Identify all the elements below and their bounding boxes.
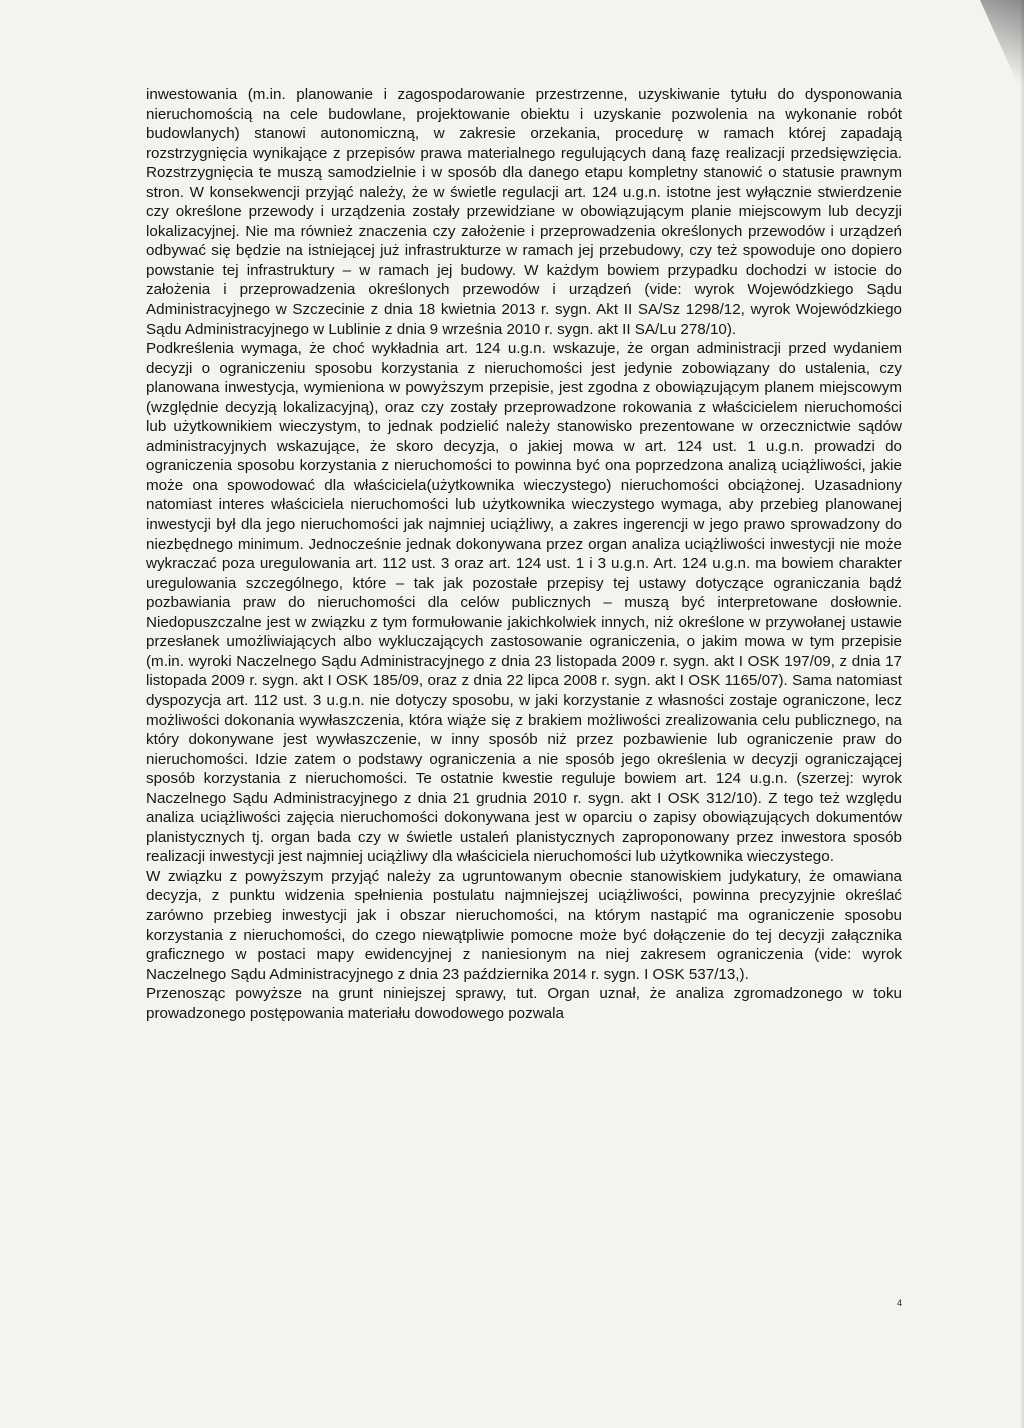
paragraph-2: Podkreślenia wymaga, że choć wykładnia art. 124 u.g.n. wskazuje, że organ administracji przed wydaniem decyzji o ograniczeniu sposobu korzystania z nieruchomości jest jedynie zobowiązany do ustalenia, czy planowana inwestycja, wymieniona w powyższym przepisie, jest zgodna z obowiązującym planem miejscowym (względnie decyzją lokalizacyjną), oraz czy zostały przeprowadzone rokowania z właścicielem nieruchomości lub użytkownikiem wieczystym, to jednak podzielić należy stanowisko prezentowane w orzecznictwie sądów administracyjnych wskazujące, że skoro decyzja, o jakiej mowa w art. 124 ust. 1 u.g.n. prowadzi do ograniczenia sposobu korzystania z nieruchomości to powinna być ona poprzedzona analizą uciążliwości, jakie może ona spowodować dla właściciela(użytkownika wieczystego) nieruchomości obciążonej. Uzasadniony natomiast interes właściciela nieruchomości lub użytkownika wieczystego wymaga, aby przebieg planowanej inwestycji był dla jego nieruchomości jak najmniej uciążliwy, a zakres ingerencji w jego prawo sprowadzony do niezbędnego minimum. Jednocześnie jednak dokonywana przez organ analiza uciążliwości inwestycji nie może wykraczać poza uregulowania art. 112 ust. 3 oraz art. 124 ust. 1 i 3 u.g.n. Art. 124 u.g.n. ma bowiem charakter uregulowania szczególnego, które – tak jak pozostałe przepisy tej ustawy dotyczące ograniczania bądź pozbawiania praw do nieruchomości dla celów publicznych – muszą być interpretowane dosłownie. Niedopuszczalne jest w związku z tym formułowanie jakichkolwiek innych, niż określone w przywołanej ustawie przesłanek umożliwiających albo wykluczających zastosowanie ograniczenia, o jakim mowa w tym przepisie (m.in. wyroki Naczelnego Sądu Administracyjnego z dnia 23 listopada 2009 r. sygn. akt I OSK 197/09, z dnia 17 listopada 2009 r. sygn. akt I OSK 185/09, oraz z dnia 22 lipca 2008 r. sygn. akt I OSK 1165/07). Sama natomiast dyspozycja art. 112 ust. 3 u.g.n. nie dotyczy sposobu, w jaki korzystanie z własności zostaje ograniczone, lecz możliwości dokonania wywłaszczenia, która wiąże się z brakiem możliwości zrealizowania celu publicznego, na który dokonywane jest wywłaszczenie, w inny sposób niż przez pozbawienie lub ograniczenie praw do nieruchomości. Idzie zatem o podstawy ograniczenia a nie sposób jego określenia w decyzji ograniczającej sposób korzystania z nieruchomości. Te ostatnie kwestie reguluje bowiem art. 124 u.g.n. (szerzej: wyrok Naczelnego Sądu Administracyjnego z dnia 21 grudnia 2010 r. sygn. akt I OSK 312/10). Z tego też względu analiza uciążliwości zajęcia nieruchomości dokonywana jest w oparciu o zapisy obowiązujących dokumentów planistycznych tj. organ bada czy w świetle ustaleń planistycznych zaproponowany przez inwestora sposób realizacji inwestycji jest najmniej uciążliwy dla właściciela nieruchomości lub użytkownika wieczystego. — [146, 340, 902, 866]
paragraph-4: Przenosząc powyższe na grunt niniejszej sprawy, tut. Organ uznał, że analiza zgromadzonego w toku prowadzonego postępowania materiału dowodowego pozwala — [146, 985, 902, 1022]
scan-edge-shadow — [1020, 0, 1024, 1428]
paragraph-1: inwestowania (m.in. planowanie i zagospodarowanie przestrzenne, uzyskiwanie tytułu do dysponowania nieruchomością na cele budowlane, projektowanie obiektu i uzyskanie pozwolenia na wykonanie robót budowlanych) stanowi autonomiczną, w zakresie orzekania, procedurę w ramach której zapadają rozstrzygnięcia wynikające z przepisów prawa materialnego regulujących daną fazę realizacji przedsięwzięcia. Rozstrzygnięcia te muszą samodzielnie i w sposób dla danego etapu kompletny stanowić o statusie prawnym stron. W konsekwencji przyjąć należy, że w świetle regulacji art. 124 u.g.n. istotne jest wyłącznie stwierdzenie czy określone przewody i urządzenia zostały przewidziane w obowiązującym planie miejscowym lub decyzji lokalizacyjnej. Nie ma również znaczenia czy założenie i przeprowadzenia określonych przewodów i urządzeń odbywać się będzie na istniejącej już infrastrukturze w ramach jej przebudowy, czy też spowoduje ono dopiero powstanie tej infrastruktury – w ramach jej budowy. W każdym bowiem przypadku dochodzi w istocie do założenia i przeprowadzenia określonych przewodów i urządzeń (vide: wyrok Wojewódzkiego Sądu Administracyjnego w Szczecinie z dnia 18 kwietnia 2013 r. sygn. Akt II SA/Sz 1298/12, wyrok Wojewódzkiego Sądu Administracyjnego w Lublinie z dnia 9 września 2010 r. sygn. akt II SA/Lu 278/10). — [146, 86, 902, 338]
page-number: 4 — [897, 1298, 903, 1308]
document-body — [146, 85, 902, 1023]
scan-corner-shadow — [980, 0, 1024, 98]
paragraph-3: W związku z powyższym przyjąć należy za ugruntowanym obecnie stanowiskiem judykatury, że omawiana decyzja, z punktu widzenia spełnienia postulatu najmniejszej uciążliwości, powinna precyzyjnie określać zarówno przebieg inwestycji jak i obszar nieruchomości, na którym nastąpić ma ograniczenie sposobu korzystania z nieruchomości, do czego niewątpliwie pomocne może być dołączenie do tej decyzji załącznika graficznego w postaci mapy ewidencyjnej z naniesionym na niej zakresem ograniczenia (vide: wyrok Naczelnego Sądu Administracyjnego z dnia 23 października 2014 r. sygn. I OSK 537/13,). — [146, 867, 902, 983]
